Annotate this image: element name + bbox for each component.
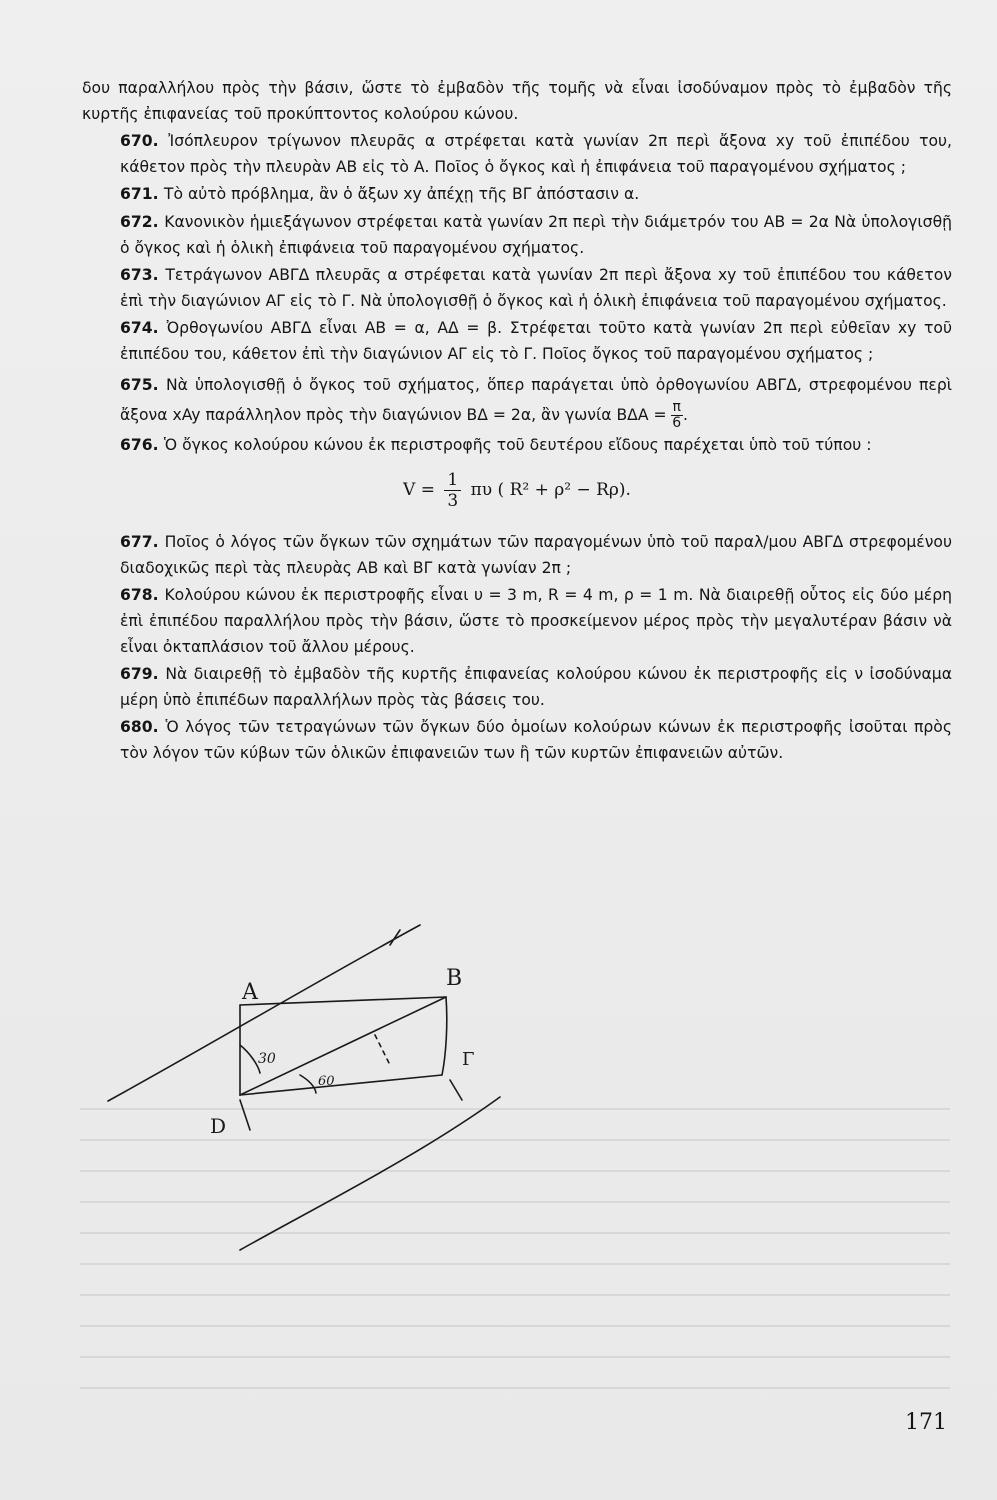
problem-number: 678 [120,586,153,605]
problem-675: 675. Νὰ ὑπολογισθῇ ὁ ὄγκος τοῦ σχήματος, ὅπερ παράγεται ὑπὸ ὀρθογωνίου ΑΒΓΔ, στρεφομένου περὶ ἄξονα xAy παράλληλον πρὸς τὴν διαγώνιον ΒΔ = 2α, ἂν γωνία ΒΔΑ = $\frac{\pi}{6}$ . [120,375,952,431]
problem-number: 677 [120,533,153,552]
sketch-label-B: B [446,966,463,991]
problem-number: 680 [120,718,153,737]
problem-number: 672 [120,212,153,231]
problem-text: Ὁ ὄγκος κολούρου κώνου ἐκ περιστροφῆς τοῦ δευτέρου εἴδους παρέχεται ὑπὸ τοῦ τύπου : [163,435,872,454]
problem-680: 680. Ὁ λόγος τῶν τετραγώνων τῶν ὄγκων δύο ὁμοίων κολούρων κώνων ἐκ περιστροφῆς ἰσοῦται πρὸς τὸν λόγον τῶν κύβων τῶν ὁλικῶν ἐπιφανειῶν των ἢ τῶν κυρτῶν ἐπιφανειῶν αὐτῶν. [120,718,953,762]
problem-671: 671. Τὸ αὐτὸ πρόβλημα, ἂν ὁ ἄξων xy ἀπέχῃ τῆς ΒΓ ἀπόστασιν α. [120,185,640,204]
problem-number: 671 [120,185,153,204]
problem-text: Ὀρθογωνίου ΑΒΓΔ εἶναι ΑΒ = α, ΑΔ = β. Στρέφεται τοῦτο κατὰ γωνίαν 2π περὶ εὐθεῖαν xy τοῦ ἐπιπέδου του, κάθετον ἐπὶ τὴν διαγώνιον ΑΓ εἰς τὸ Γ. Ποῖος ὄγκος τοῦ παραγομένου σχήματος ; [120,319,952,363]
diagonal-BD [240,997,446,1095]
problem-text: Τὸ αὐτὸ πρόβλημα, ἂν ὁ ἄξων xy ἀπέχῃ τῆς ΒΓ ἀπόστασιν α. [163,185,640,204]
problem-number: 679 [120,665,153,684]
short-dash-2 [240,1100,250,1130]
sketch-label-D: D [210,1114,227,1138]
sketch-label-A: A [242,980,258,1005]
problem-text: Κανονικὸν ἡμιεξάγωνον στρέφεται κατὰ γωνίαν 2π περὶ τὴν διάμετρόν του ΑΒ = 2α Νὰ ὑπολογισθῇ ὁ ὄγκος καὶ ἡ ὁλικὴ ἐπιφάνεια τοῦ παραγομένου σχήματος. [120,212,952,257]
problem-number: 670 [120,132,153,151]
rectangle-side-AB [240,997,446,1005]
problem-number: 674 [120,319,153,338]
formula-lhs: V = [403,480,435,501]
formula-denominator: 3 [447,491,459,512]
problem-677: 677. Ποῖος ὁ λόγος τῶν ὄγκων τῶν σχημάτων τῶν παραγομένων ὑπὸ τοῦ παραλ/μου ΑΒΓΔ στρεφομένου διαδοχικῶς περὶ τὰς πλευρὰς ΑΒ καὶ ΒΓ κατὰ γωνίαν 2π ; [120,533,952,577]
problem-673: 673. Τετράγωνον ΑΒΓΔ πλευρᾶς α στρέφεται κατὰ γωνίαν 2π περὶ ἄξονα xy τοῦ ἐπιπέδου του κάθετον ἐπὶ τὴν διαγώνιον ΑΓ εἰς τὸ Γ. Νὰ ὑπολογισθῇ ὁ ὄγκος καὶ ἡ ὁλικὴ ἐπιφάνεια τοῦ παραγομένου σχήματος. [120,266,952,310]
frustum-volume-formula [82,470,952,516]
problem-text: Ὁ λόγος τῶν τετραγώνων τῶν ὄγκων δύο ὁμοίων κολούρων κώνων ἐκ περιστροφῆς ἰσοῦται πρὸς τὸν λόγον τῶν κύβων τῶν ὁλικῶν ἐπιφανειῶν των ἢ τῶν κυρτῶν ἐπιφανειῶν αὐτῶν. [120,718,953,762]
paragraph-669-continuation: δου παραλλήλου πρὸς τὴν βάσιν, ὥστε τὸ ἐμβαδὸν τῆς τομῆς νὰ εἶναι ἰσοδύναμον πρὸς τὸ ἐμβαδὸν τῆς κυρτῆς ἐπιφανείας τοῦ προκύπτοντος κολούρου κώνου. [82,79,952,123]
sketch-angle-30: 30 [258,1051,276,1067]
problem-679: 679. Νὰ διαιρεθῇ τὸ ἐμβαδὸν τῆς κυρτῆς ἐπιφανείας κολούρου κώνου ἐκ περιστροφῆς εἰς ν ἰσοδύναμα μέρη ὑπὸ ἐπιπέδων παραλλήλων πρὸς τὰς βάσεις του. [120,665,952,709]
handwritten-sketch [90,905,510,1275]
fraction-pi-over-6 [671,400,683,431]
problem-678: 678. Κολούρου κώνου ἐκ περιστροφῆς εἶναι υ = 3 m, R = 4 m, ρ = 1 m. Νὰ διαιρεθῇ οὗτος εἰς δύο μέρη ἐπὶ ἐπιπέδου παραλλήλου πρὸς τὴν βάσιν, ὥστε τὸ προσκείμενον μέρος πρὸς τὴν μεγαλυτέραν βάσιν νὰ εἶναι ὀκταπλάσιον τοῦ ἄλλου μέρους. [120,586,952,656]
page-number: 171 [905,1410,947,1435]
perpendicular-tick [375,1035,390,1065]
problem-672: 672. Κανονικὸν ἡμιεξάγωνον στρέφεται κατὰ γωνίαν 2π περὶ τὴν διάμετρόν του ΑΒ = 2α Νὰ ὑπολογισθῇ ὁ ὄγκος καὶ ἡ ὁλικὴ ἐπιφάνεια τοῦ παραγομένου σχήματος. [120,212,952,257]
problem-number: 673 [120,266,153,285]
problem-text: Τετράγωνον ΑΒΓΔ πλευρᾶς α στρέφεται κατὰ γωνίαν 2π περὶ ἄξονα xy τοῦ ἐπιπέδου του κάθετον ἐπὶ τὴν διαγώνιον ΑΓ εἰς τὸ Γ. Νὰ ὑπολογισθῇ ὁ ὄγκος καὶ ἡ ὁλικὴ ἐπιφάνεια τοῦ παραγομένου σχήματος. [120,266,952,310]
axis-line-top [108,925,420,1101]
rectangle-side-BG [442,997,447,1075]
problem-number: 675 [120,375,153,394]
problem-number: 676 [120,435,153,454]
rectangle-side-GD [240,1075,442,1095]
problem-674: 674. Ὀρθογωνίου ΑΒΓΔ εἶναι ΑΒ = α, ΑΔ = β. Στρέφεται τοῦτο κατὰ γωνίαν 2π περὶ εὐθεῖαν xy τοῦ ἐπιπέδου του, κάθετον ἐπὶ τὴν διαγώνιον ΑΓ εἰς τὸ Γ. Ποῖος ὄγκος τοῦ παραγομένου σχήματος ; [120,319,952,363]
angle-arc-30 [240,1045,260,1073]
problem-text-block [82,76,952,768]
axis-line-bottom [240,1097,500,1250]
problem-text: Ἰσόπλευρον τρίγωνον πλευρᾶς α στρέφεται κατὰ γωνίαν 2π περὶ ἄξονα xy τοῦ ἐπιπέδου του, κάθετον πρὸς τὴν πλευρὰν ΑΒ εἰς τὸ Α. Ποῖος ὁ ὄγκος καὶ ἡ ἐπιφάνεια τοῦ παραγομένου σχήματος ; [120,132,952,176]
problem-670: 670. Ἰσόπλευρον τρίγωνον πλευρᾶς α στρέφεται κατὰ γωνίαν 2π περὶ ἄξονα xy τοῦ ἐπιπέδου του, κάθετον πρὸς τὴν πλευρὰν ΑΒ εἰς τὸ Α. Ποῖος ὁ ὄγκος καὶ ἡ ἐπιφάνεια τοῦ παραγομένου σχήματος ; [120,132,952,176]
sketch-label-G: Γ [462,1049,475,1070]
problem-text: Νὰ ὑπολογισθῇ ὁ ὄγκος τοῦ σχήματος, ὅπερ παράγεται ὑπὸ ὀρθογωνίου ΑΒΓΔ, στρεφομένου περὶ ἄξονα xAy παράλληλον πρὸς τὴν διαγώνιον ΒΔ = 2α, ἂν γωνία ΒΔΑ = [120,375,952,424]
formula-numerator: 1 [444,470,461,491]
short-dash-3 [450,1080,462,1100]
angle-arc-60 [300,1075,316,1093]
sketch-angle-60: 60 [318,1074,335,1089]
problem-676: 676. Ὁ ὄγκος κολούρου κώνου ἐκ περιστροφῆς τοῦ δευτέρου εἴδους παρέχεται ὑπὸ τοῦ τύπου : [120,435,872,454]
problem-text: Νὰ διαιρεθῇ τὸ ἐμβαδὸν τῆς κυρτῆς ἐπιφανείας κολούρου κώνου ἐκ περιστροφῆς εἰς ν ἰσοδύναμα μέρη ὑπὸ ἐπιπέδων παραλλήλων πρὸς τὰς βάσεις του. [120,665,952,709]
formula-rhs: πυ ( R² + ρ² − Rρ). [470,480,631,501]
formula-fraction [444,470,461,511]
problem-text: Ποῖος ὁ λόγος τῶν ὄγκων τῶν σχημάτων τῶν παραγομένων ὑπὸ τοῦ παραλ/μου ΑΒΓΔ στρεφομένου διαδοχικῶς περὶ τὰς πλευρὰς ΑΒ καὶ ΒΓ κατὰ γωνίαν 2π ; [120,533,952,577]
problem-text: Κολούρου κώνου ἐκ περιστροφῆς εἶναι υ = 3 m, R = 4 m, ρ = 1 m. Νὰ διαιρεθῇ οὗτος εἰς δύο μέρη ἐπὶ ἐπιπέδου παραλλήλου πρὸς τὴν βάσιν, ὥστε τὸ προσκείμενον μέρος πρὸς τὴν μεγαλυτέραν βάσιν νὰ εἶναι ὀκταπλάσιον τοῦ ἄλλου μέρους. [120,586,952,656]
fraction-numerator: π [672,398,681,415]
fraction-denominator: 6 [672,414,682,431]
